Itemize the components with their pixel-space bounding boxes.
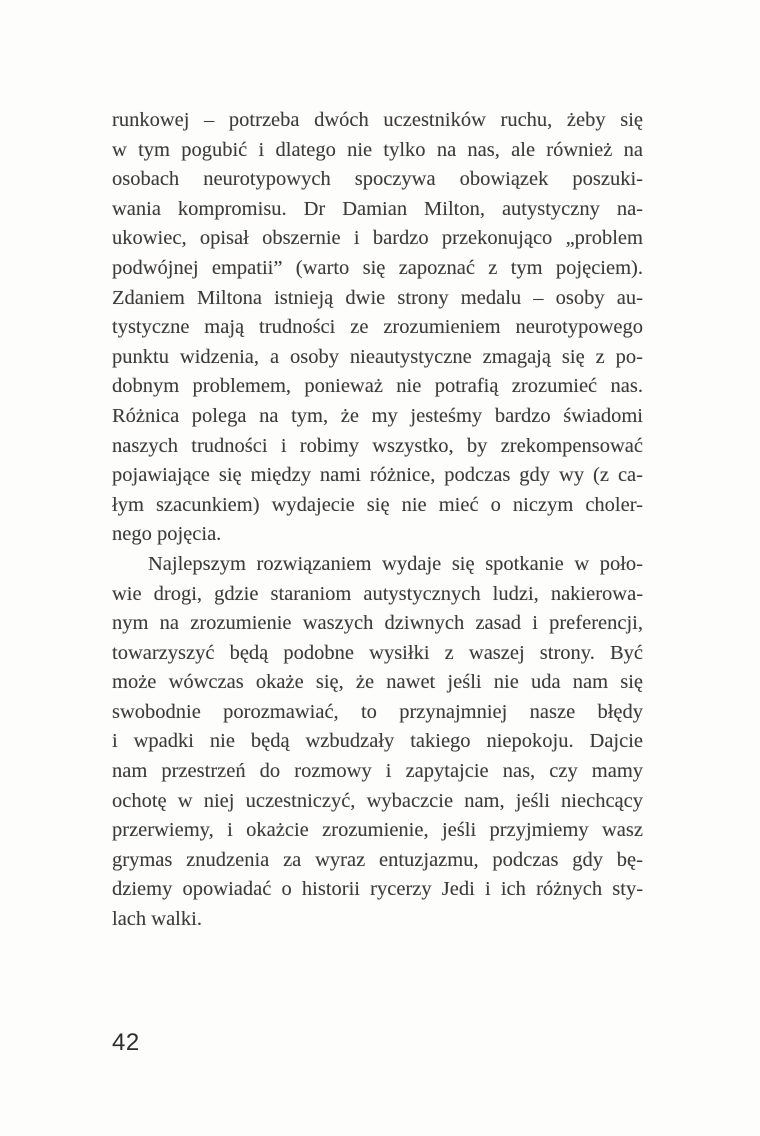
text-line-content: Różnica polega na tym, że my jesteśmy bardzo świadomi <box>112 404 643 427</box>
text-line-content: punktu widzenia, a osoby nieautystyczne zmagają się z po- <box>112 345 643 368</box>
text-line <box>112 787 643 817</box>
text-line-content: wie drogi, gdzie staraniom autystycznych ludzi, nakierowa- <box>112 582 644 605</box>
text-line <box>112 195 643 225</box>
text-line <box>112 432 643 462</box>
text-line-content: lach walki. <box>112 908 202 931</box>
text-line <box>112 846 643 876</box>
text-line <box>112 106 643 136</box>
text-line-content: może wówczas okaże się, że nawet jeśli nie uda nam się <box>112 671 643 694</box>
text-line-content: towarzyszyć będą podobne wysiłki z waszej strony. Być <box>112 641 643 664</box>
text-line-content: grymas znudzenia za wyraz entuzjazmu, podczas gdy bę- <box>112 848 643 871</box>
text-line-content: pojawiające się między nami różnice, podczas gdy wy (z ca- <box>112 464 643 487</box>
text-line-content: tystyczne mają trudności ze zrozumieniem neurotypowego <box>112 316 644 339</box>
text-line <box>112 136 643 166</box>
text-line <box>112 224 643 254</box>
text-line <box>112 402 643 432</box>
text-line-content: łym szacunkiem) wydajecie się nie mieć o niczym choler- <box>112 493 643 516</box>
text-line <box>112 727 643 757</box>
text-line-content: dobnym problemem, ponieważ nie potrafią zrozumieć nas. <box>112 375 643 398</box>
text-line <box>112 461 643 491</box>
text-line-content: dziemy opowiadać o historii rycerzy Jedi i ich różnych sty- <box>112 878 644 901</box>
text-line <box>112 816 643 846</box>
text-line <box>112 609 643 639</box>
text-line <box>112 372 643 402</box>
text-line <box>112 343 643 373</box>
text-line-content: runkowej – potrzeba dwóch uczestników ruchu, żeby się <box>112 109 644 131</box>
text-line-content: Najlepszym rozwiązaniem wydaje się spotkanie w poło- <box>148 552 644 575</box>
text-line <box>112 757 643 787</box>
text-line-content: swobodnie porozmawiać, to przynajmniej nasze błędy <box>112 700 644 723</box>
text-line <box>112 550 643 580</box>
page-number: 42 <box>112 1029 140 1056</box>
text-line <box>112 698 643 728</box>
text-line-content: osobach neurotypowych spoczywa obowiązek poszuki- <box>112 168 643 191</box>
text-line <box>112 313 643 343</box>
text-line-content: przerwiemy, i okażcie zrozumienie, jeśli przyjmiemy wasz <box>112 819 643 842</box>
text-line <box>112 580 643 610</box>
text-line-content: podwójnej empatii” (warto się zapoznać z tym pojęciem). <box>112 256 643 279</box>
text-line-content: naszych trudności i robimy wszystko, by zrekompensować <box>112 434 643 457</box>
text-line <box>112 639 643 669</box>
text-line-content: ochotę w niej uczestniczyć, wybaczcie nam, jeśli niechcący <box>112 789 643 812</box>
text-line-content: nego pojęcia. <box>112 523 222 546</box>
text-line <box>112 165 643 195</box>
text-line <box>112 905 643 935</box>
text-line <box>112 254 643 284</box>
text-line-content: w tym pogubić i dlatego nie tylko na nas, ale również na <box>112 138 643 161</box>
text-line <box>112 520 643 550</box>
text-line <box>112 875 643 905</box>
text-line <box>112 284 643 314</box>
text-line <box>112 668 643 698</box>
text-line-content: nym na zrozumienie waszych dziwnych zasad i preferencji, <box>112 612 643 635</box>
text-line-content: ukowiec, opisał obszernie i bardzo przekonująco „problem <box>112 227 643 250</box>
body-text <box>112 106 643 935</box>
text-line <box>112 491 643 521</box>
text-line-content: wania kompromisu. Dr Damian Milton, autystyczny na- <box>112 197 643 220</box>
text-line-content: i wpadki nie będą wzbudzały takiego niepokoju. Dajcie <box>112 730 644 753</box>
text-line-content: Zdaniem Miltona istnieją dwie strony medalu – osoby au- <box>112 286 643 309</box>
text-line-content: nam przestrzeń do rozmowy i zapytajcie nas, czy mamy <box>112 760 644 783</box>
